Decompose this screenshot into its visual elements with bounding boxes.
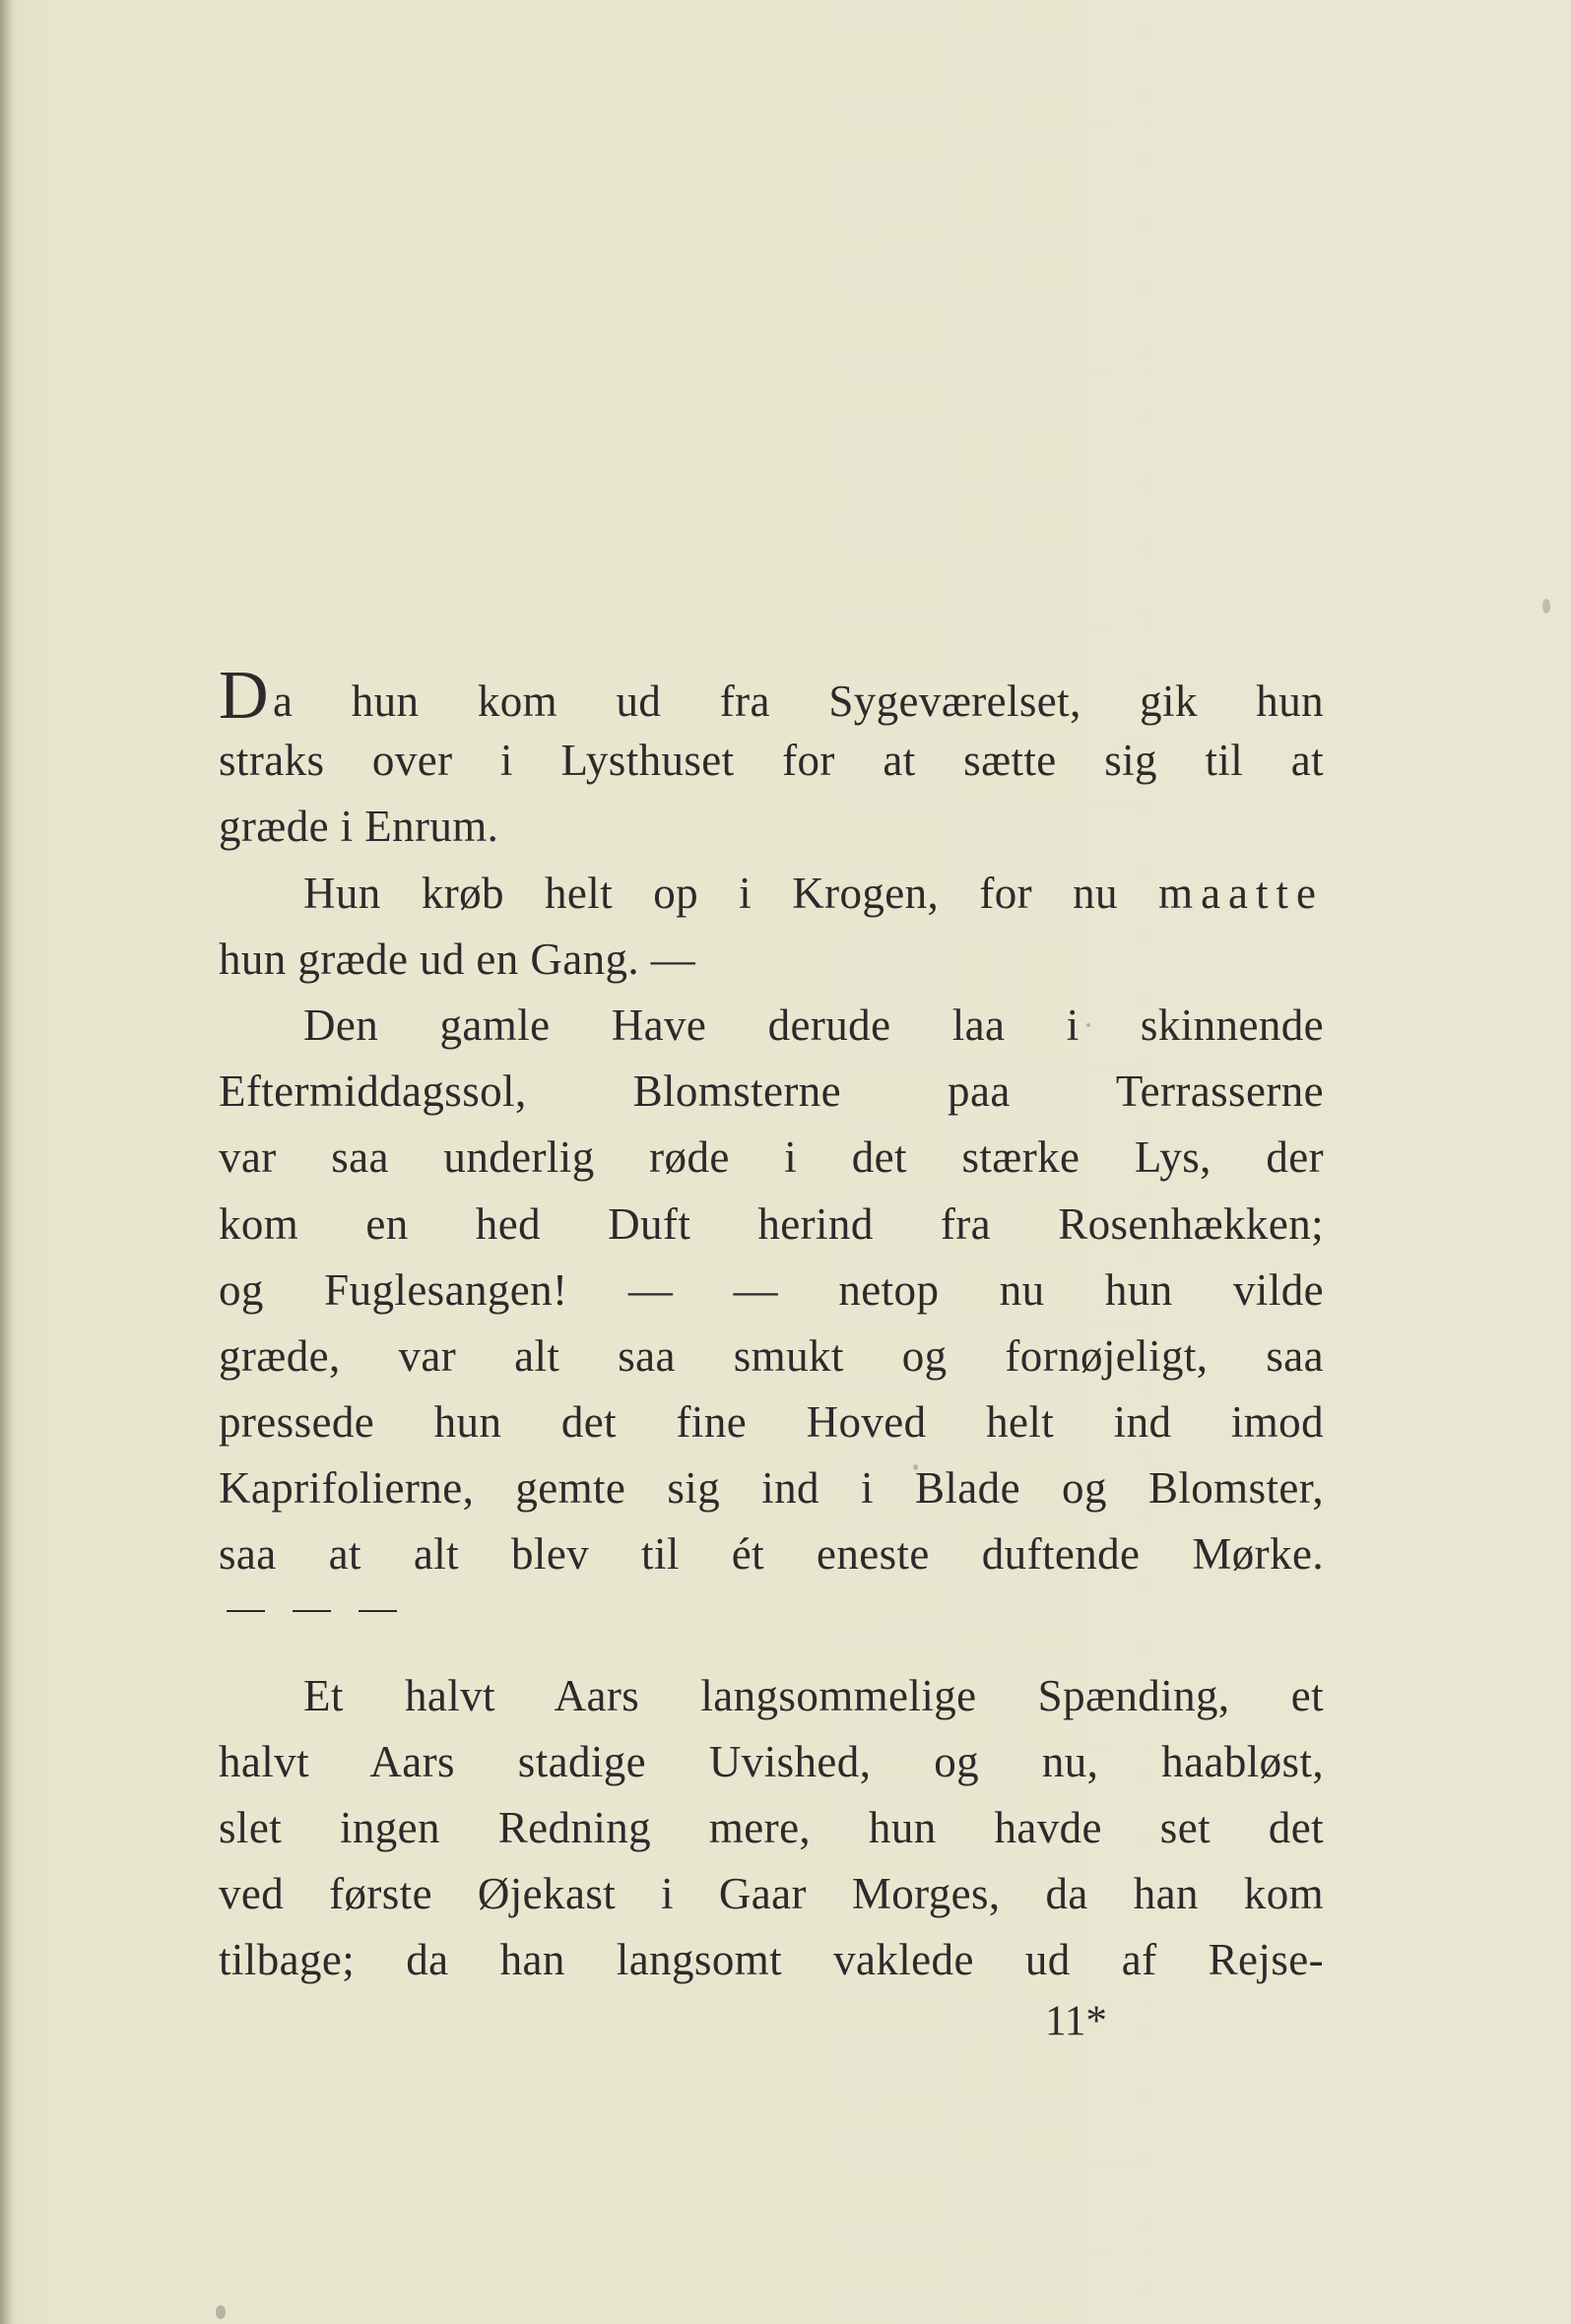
paper-speck xyxy=(216,2305,226,2319)
text-line: var saa underlig røde i det stærke Lys, der xyxy=(219,1132,1324,1183)
text-line: græde, var alt saa smukt og fornøjeligt, saa xyxy=(219,1330,1324,1381)
text-line: græde i Enrum. xyxy=(219,802,499,852)
text-line: tilbage; da han langsomt vaklede ud af Rejse- xyxy=(219,1935,1324,1985)
page-number: 11* xyxy=(1045,1998,1107,2044)
text-line: kom en hed Duft herind fra Rosenhækken; xyxy=(219,1198,1324,1249)
binding-edge xyxy=(0,0,14,2324)
text-line: pressede hun det fine Hoved helt ind imod xyxy=(219,1397,1324,1448)
section-break xyxy=(219,1588,1324,1663)
section-break-dash xyxy=(359,1610,397,1612)
body-text xyxy=(219,658,1324,1994)
line-text: Hun krøb helt op i Krogen, for nu xyxy=(303,868,1159,918)
section-break-dash xyxy=(293,1610,331,1612)
text-line: Den gamle Have derude laa i skinnende xyxy=(303,1000,1324,1050)
drop-cap: D xyxy=(219,658,269,734)
paper-speck xyxy=(1542,599,1550,613)
emphasis-spaced: maatte xyxy=(1158,868,1324,918)
text-line xyxy=(219,658,1324,734)
text-line: hun græde ud en Gang. — xyxy=(219,934,696,984)
text-line: slet ingen Redning mere, hun havde set det xyxy=(219,1803,1324,1852)
text-line xyxy=(219,861,1324,927)
text-line: Eftermiddagssol, Blomsterne paa Terrasserne xyxy=(219,1066,1324,1117)
text-line: og Fuglesangen! — — netop nu hun vilde xyxy=(219,1264,1324,1315)
text-line: saa at alt blev til ét eneste duftende Mørke. xyxy=(219,1529,1324,1580)
text-line: straks over i Lysthuset for at sætte sig til at xyxy=(219,736,1324,786)
line-text: a hun kom ud fra Sygeværelset, gik hun xyxy=(272,677,1324,726)
text-line: Et halvt Aars langsommelige Spænding, et xyxy=(303,1670,1324,1720)
text-line: ved første Øjekast i Gaar Morges, da han kom xyxy=(219,1869,1324,1919)
text-line: halvt Aars stadige Uvished, og nu, haabløst, xyxy=(219,1736,1324,1786)
text-line: Kaprifolierne, gemte sig ind i Blade og Blomster, xyxy=(219,1463,1324,1514)
section-break-dash xyxy=(227,1610,265,1612)
